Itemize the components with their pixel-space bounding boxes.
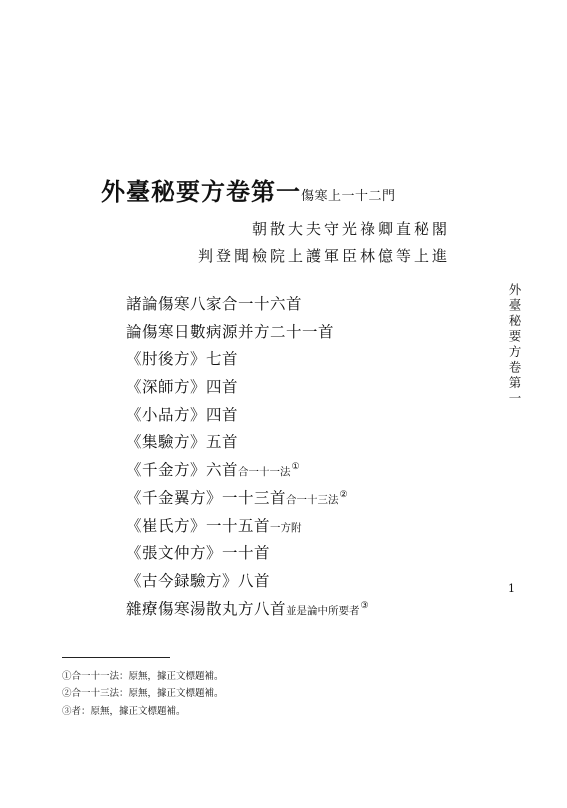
- toc-item: [126, 510, 369, 538]
- footnote-divider: [62, 657, 170, 658]
- toc-item: [126, 593, 369, 621]
- footnote-marker: ③: [360, 600, 370, 611]
- footnote-3: ③者：原無，據正文標題補。: [62, 705, 186, 717]
- chapter-title-line: [101, 172, 396, 207]
- footnote-marker: ②: [339, 489, 349, 500]
- toc-item-text: 《集驗方》五首: [126, 433, 239, 452]
- toc-item-note: 合一十三法: [286, 493, 339, 506]
- toc-item-text: 《張文仲方》一十首: [126, 544, 271, 563]
- running-head-title: 外臺秘要方卷第一: [507, 283, 522, 407]
- toc-item: [126, 288, 369, 316]
- toc-item: [126, 371, 369, 399]
- toc-item-text: 雜療傷寒湯散丸方八首: [126, 599, 287, 618]
- toc-item: [126, 565, 369, 593]
- chapter-title: 外臺秘要方卷第一: [101, 177, 301, 206]
- toc-item: [126, 343, 369, 371]
- toc-item-text: 《千金翼方》一十三首: [126, 488, 287, 507]
- toc-item-text: 諸論傷寒八家合一十六首: [126, 295, 303, 313]
- toc-item-text: 《深師方》四首: [126, 378, 239, 397]
- toc-item-text: 論傷寒日數病源并方二十一首: [126, 322, 335, 341]
- page-number: 1: [508, 582, 515, 595]
- toc-item: [126, 426, 369, 454]
- footnote-marker: ①: [291, 462, 301, 473]
- table-of-contents: [126, 288, 369, 620]
- toc-item-text: 《崔氏方》一十五首: [126, 516, 271, 535]
- toc-item-note: 一方附: [270, 521, 302, 534]
- footnotes: [62, 668, 224, 720]
- toc-item: [126, 399, 369, 427]
- toc-item-note: 並是論中所要者: [286, 604, 360, 617]
- author-line-1: 朝散大夫守光祿卿直秘閣: [251, 220, 450, 238]
- footnote-1: ①合一十一法：原無，據正文標題補。: [62, 671, 224, 682]
- toc-item-text: 《千金方》六首: [126, 461, 239, 480]
- toc-item: [126, 482, 369, 510]
- footnote-2: ②合一十三法：原無，據正文標題補。: [62, 688, 224, 700]
- chapter-title-note: 傷寒上一十二門: [301, 189, 396, 204]
- toc-item: [126, 316, 369, 344]
- toc-item: [126, 537, 369, 565]
- toc-item-text: 《小品方》四首: [126, 405, 239, 424]
- toc-item-note: 合一十一法: [238, 466, 291, 479]
- toc-item-text: 《肘後方》七首: [126, 350, 239, 369]
- author-line-2: 判登聞檢院上護軍臣林億等上進: [197, 247, 450, 265]
- toc-item-text: 《古今録驗方》八首: [126, 571, 271, 590]
- toc-item: [126, 454, 369, 482]
